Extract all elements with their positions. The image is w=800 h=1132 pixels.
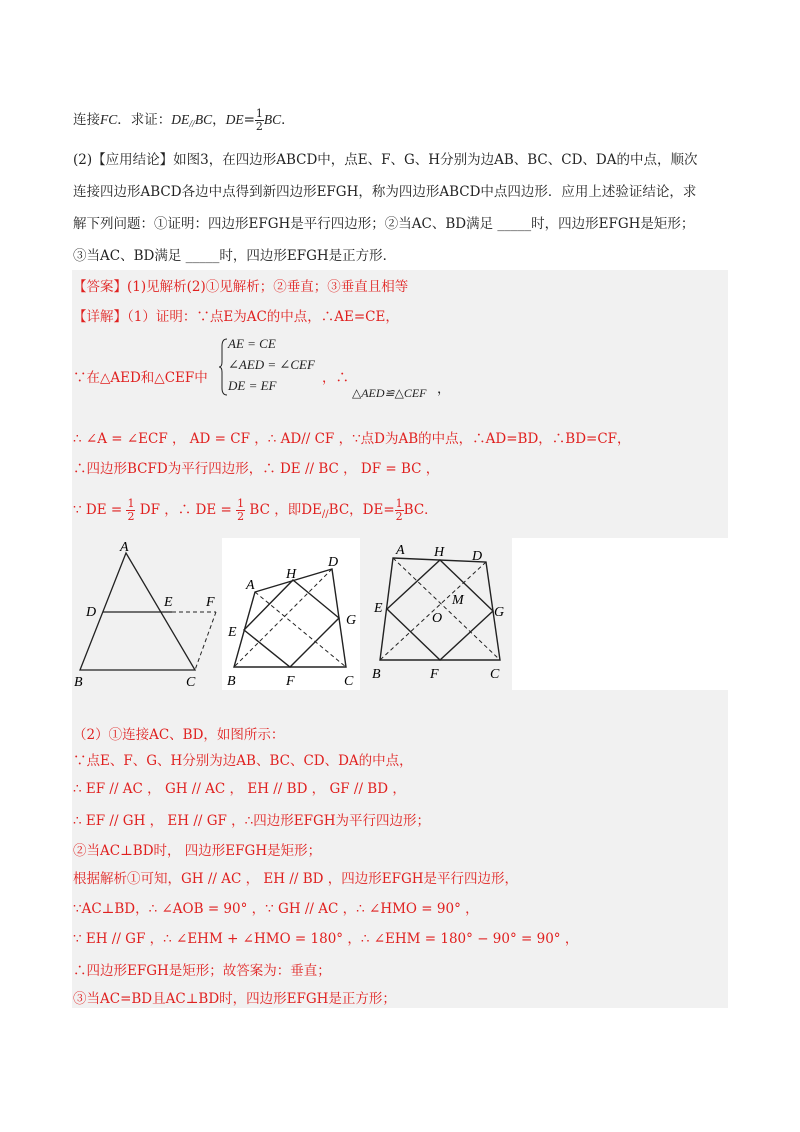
fig3-label-c: C xyxy=(490,667,500,682)
part2-line-5: ②当AC⊥BD时， 四边形EFGH是矩形； xyxy=(73,843,322,859)
math-de: DE xyxy=(171,112,190,127)
fraction-denominator: 2 xyxy=(395,510,403,523)
fig3-label-g: G xyxy=(494,605,505,620)
fig3-label-o: O xyxy=(432,611,443,626)
detail-line-3: ∴ ∠A = ∠ECF ， AD = CF ，∴ AD// CF ，∵点D为AB的中点，∴AD=BD，∴BD=CF， xyxy=(73,431,631,447)
text-segment: ∵ DE = xyxy=(73,502,123,518)
part2-line-4: ∴ EF // GH ， EH // GF ，∴四边形EFGH为平行四边形； xyxy=(73,813,431,829)
detail-line-4: ∴四边形BCFD为平行四边形，∴ DE // BC ， DF = BC ， xyxy=(73,461,440,477)
fig3-label-m: M xyxy=(452,593,464,608)
question-line-5: ③当AC、BD满足 _____时，四边形EFGH是正方形． xyxy=(73,248,397,264)
fraction-half xyxy=(126,498,135,523)
detail-line-2-end: ， xyxy=(437,381,451,397)
fig2-label-c: C xyxy=(344,674,354,689)
detail-line-2-therefore: ，∴ xyxy=(322,370,349,386)
system-eq-2: ∠AED = ∠CEF xyxy=(228,357,315,372)
text-segment: ．求证： xyxy=(117,112,172,128)
part2-line-1: （2）①连接AC、BD，如图所示： xyxy=(73,727,285,743)
fig2-label-d: D xyxy=(328,555,339,570)
part2-line-8: ∵ EH // GF ，∴ ∠EHM + ∠HMO = 180° ，∴ ∠EHM = 180° − 90° = 90° ， xyxy=(73,931,579,947)
fig1-label-c: C xyxy=(186,675,196,690)
part2-line-7: ∵AC⊥BD，∴ ∠AOB = 90° ，∵ GH // AC ，∴ ∠HMO = 90° ， xyxy=(73,901,479,917)
math-de: DE xyxy=(225,112,244,127)
text-segment: BC． xyxy=(403,502,438,518)
fraction-half xyxy=(395,498,404,523)
fraction-numerator: 1 xyxy=(255,107,263,120)
fig1-label-f: F xyxy=(206,595,215,610)
fig2-label-b: B xyxy=(227,674,236,689)
text-segment: BC，DE= xyxy=(328,502,395,518)
detail-line-2-prefix: ∵在△AED和△CEF中 xyxy=(73,370,208,386)
fig1-label-d: D xyxy=(86,605,97,620)
fig3-label-b: B xyxy=(372,667,381,682)
brace-icon xyxy=(218,338,228,396)
detail-line-1: 【详解】（1）证明：∵点E为AC的中点，∴AE=CE， xyxy=(73,309,399,325)
fig3-label-d: D xyxy=(472,549,483,564)
fig3-label-h: H xyxy=(434,545,445,560)
system-eq-1: AE = CE xyxy=(228,336,276,351)
fig2-label-g: G xyxy=(346,613,357,628)
part2-line-6: 根据解析①可知，GH // AC ， EH // BD ，四边形EFGH是平行四边形， xyxy=(73,871,519,887)
fig1-label-a: A xyxy=(120,540,129,555)
parallel-symbol: // xyxy=(189,119,195,130)
question-line-4: 解下列问题：①证明：四边形EFGH是平行四边形；②当AC、BD满足 _____时，四边形EFGH是矩形； xyxy=(73,216,695,232)
fig3-label-a: A xyxy=(396,543,405,558)
fraction-denominator: 2 xyxy=(255,120,263,133)
text-segment: ． xyxy=(281,112,295,128)
question-line-3: 连接四边形ABCD各边中点得到新四边形EFGH，称为四边形ABCD中点四边形．应用上述验证结论，求 xyxy=(73,184,697,200)
text-segment: DF ，∴ DE = xyxy=(139,502,232,518)
question-line-2: (2)【应用结论】如图3，在四边形ABCD中，点E、F、G、H分别为边AB、BC、CD、DA的中点，顺次 xyxy=(73,152,698,168)
figure-1 xyxy=(72,538,222,690)
math-bc: BC xyxy=(263,112,282,127)
fig3-label-e: E xyxy=(374,601,383,616)
congruence-conclusion: △AED≌△CEF xyxy=(352,386,427,400)
fraction-denominator: 2 xyxy=(237,510,245,523)
text-segment: BC ，即DE xyxy=(249,502,322,518)
answer-line: 【答案】(1)见解析(2)①见解析；②垂直；③垂直且相等 xyxy=(73,279,409,295)
text-segment: ， xyxy=(212,112,226,128)
part2-line-3: ∴ EF // AC ， GH // AC ， EH // BD ， GF // BD ， xyxy=(73,781,406,797)
part2-line-10: ③当AC=BD且AC⊥BD时，四边形EFGH是正方形； xyxy=(73,991,396,1007)
figure-2 xyxy=(224,548,360,690)
part2-line-2: ∵点E、F、G、H分别为边AB、BC、CD、DA的中点， xyxy=(73,753,413,769)
fraction-numerator: 1 xyxy=(237,497,245,510)
question-line-1 xyxy=(73,108,295,134)
fraction-half xyxy=(255,108,264,133)
part2-line-9: ∴四边形EFGH是矩形；故答案为：垂直； xyxy=(73,963,331,979)
figure-3 xyxy=(360,538,512,690)
fraction-half xyxy=(236,498,245,523)
math-fc: FC xyxy=(100,112,118,127)
equals-sign: = xyxy=(243,112,255,128)
detail-line-5 xyxy=(73,498,438,524)
system-eq-3: DE = EF xyxy=(228,378,277,393)
fig2-label-h: H xyxy=(286,567,297,582)
fig2-label-a: A xyxy=(246,578,255,593)
fig1-label-b: B xyxy=(74,675,83,690)
math-bc: BC xyxy=(194,112,213,127)
fig2-label-e: E xyxy=(228,625,237,640)
text-segment: 连接 xyxy=(73,112,100,128)
fraction-denominator: 2 xyxy=(127,510,135,523)
fraction-numerator: 1 xyxy=(395,497,403,510)
fig2-label-f: F xyxy=(286,674,295,689)
fig1-label-e: E xyxy=(164,595,173,610)
fraction-numerator: 1 xyxy=(127,497,135,510)
parallel-symbol: // xyxy=(321,509,329,520)
fig3-label-f: F xyxy=(430,667,439,682)
